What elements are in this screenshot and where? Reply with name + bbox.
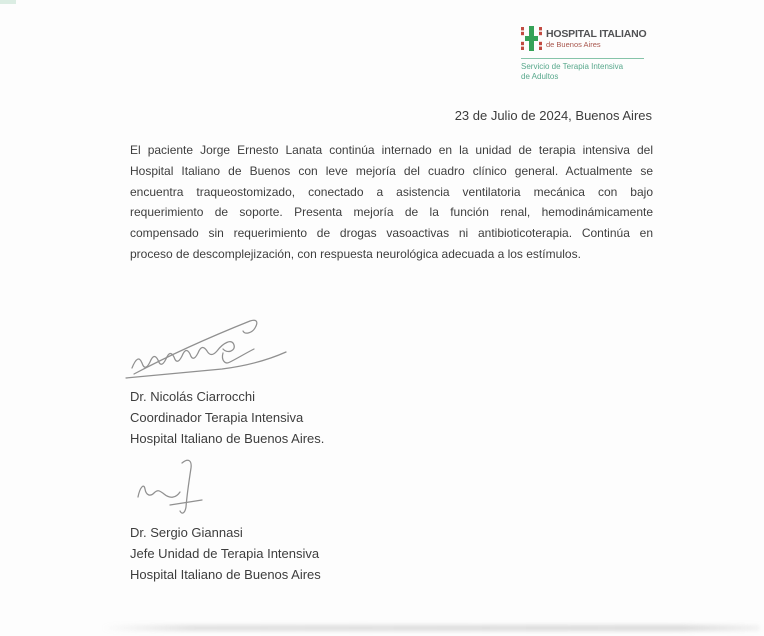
corner-artifact (0, 0, 16, 4)
service-text (521, 62, 661, 82)
logo-divider (521, 58, 644, 59)
page-bottom-shadow (102, 625, 760, 631)
signatory-org: Hospital Italiano de Buenos Aires. (130, 431, 325, 446)
service-line-2: de Adultos (521, 72, 559, 81)
date-line: 23 de Julio de 2024, Buenos Aires (454, 108, 652, 123)
logo-title: HOSPITAL ITALIANO (546, 28, 647, 40)
body-line: El paciente Jorge Ernesto Lanata continúa internado en la unidad de terapia intensiva del (130, 143, 653, 157)
signatory-name: Dr. Sergio Giannasi (130, 525, 243, 540)
signatory-block-1 (130, 386, 324, 449)
service-line-1: Servicio de Terapia Intensiva (521, 62, 624, 71)
hospital-logo (521, 26, 661, 82)
logo-text (546, 26, 646, 49)
letter-body (130, 140, 653, 265)
signatory-name: Dr. Nicolás Ciarrocchi (130, 389, 255, 404)
body-line: Hospital Italiano de Buenos con leve mejoría del cuadro clínico general. Actualmente se (130, 163, 653, 178)
signatory-org: Hospital Italiano de Buenos Aires (130, 567, 321, 582)
body-line: compensado sin requerimiento de drogas vasoactivas ni antibioticoterapia. Continúa en (130, 226, 653, 241)
signatory-role: Jefe Unidad de Terapia Intensiva (130, 546, 320, 561)
body-line: requerimiento de soporte. Presenta mejoría de la función renal, hemodinámicamente (130, 205, 653, 220)
hospital-cross-icon (521, 26, 542, 51)
signature-ciarrocchi (124, 310, 294, 384)
signatory-block-2 (130, 522, 321, 585)
signatory-role: Coordinador Terapia Intensiva (130, 410, 304, 425)
body-line: encuentra traqueostomizado, conectado a asistencia ventilatoria mecánica con bajo (130, 184, 653, 199)
body-line: proceso de descomplejización, con respuesta neurológica adecuada a los estímulos. (130, 246, 581, 261)
logo-subtitle: de Buenos Aires (546, 40, 601, 49)
signature-giannasi (130, 453, 225, 523)
logo-row (521, 26, 661, 51)
